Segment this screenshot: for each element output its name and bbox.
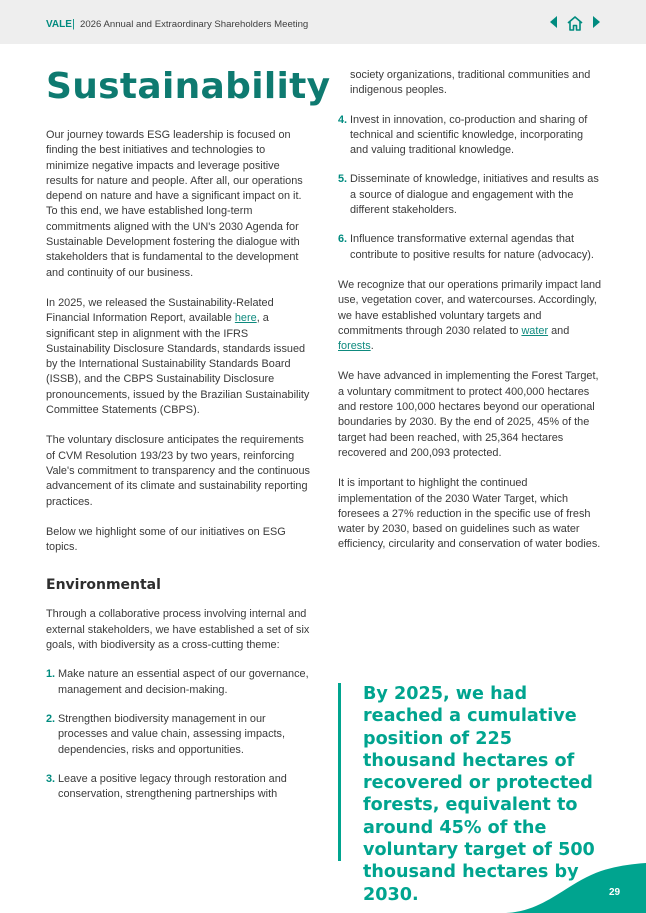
goal-item [46,712,310,758]
pull-quote-text: By 2025, we had reached a cumulative position of 225 thousand hectares of recovered or protected forests, equivalent to around 45% of the voluntary target of 500 thousand hectares by 2030. [363,684,595,905]
header-bar [0,0,646,44]
intro-paragraph-4: Below we highlight some of our initiatives on ESG topics. [46,525,286,554]
section-heading-environmental: Environmental [46,577,161,594]
brand-name: VALE [46,19,72,30]
footer-wave-decoration [506,863,646,913]
next-arrow-icon [592,15,602,29]
goal-item [338,113,604,159]
intro-p2-text-a: In 2025, we released the Sustainability-Related Financial Information Report, available [46,296,274,325]
water-target-paragraph: It is important to highlight the continued implementation of the 2030 Water Target, which foresees a 27% reduction in the specific use of fresh water by 2030, based on guidelines such as water efficiency, circularity and conservation of water bodies. [338,477,601,551]
previous-page-button[interactable] [546,14,560,30]
goal-item-continued [338,68,604,99]
page-number: 29 [609,887,621,898]
document-title: 2026 Annual and Extraordinary Shareholders Meeting [80,19,309,30]
goal-number: 5. [338,173,348,186]
goal-text: Make nature an essential aspect of our governance, management and decision-making. [58,668,309,696]
home-icon [566,15,584,32]
goal-number: 1. [46,668,56,681]
prev-arrow-icon [548,15,558,29]
land-use-text-a: We recognize that our operations primarily impact land use, vegetation cover, and watercourses. Accordingly, we have established voluntary targets and commitments through 2030 related to [338,278,602,337]
goal-text: Strengthen biodiversity management in our processes and value chain, assessing impacts, dependencies, risks and opportunities. [58,712,286,756]
home-button[interactable] [564,14,586,32]
land-use-text-c: . [370,340,374,353]
report-link[interactable]: here [234,312,257,325]
pull-quote [338,683,608,905]
forests-link[interactable]: forests [338,340,371,353]
goal-text: society organizations, traditional communities and indigenous peoples. [350,69,591,97]
right-column [338,68,604,553]
goal-text: Disseminate of knowledge, initiatives and results as a source of dialogue and engagement with the different stakeholders. [350,173,599,217]
intro-paragraph-2 [46,296,310,418]
land-use-paragraph [338,278,604,354]
goal-text: Invest in innovation, co-production and sharing of technical and scientific knowledge, incorporating and valuing traditional knowledge. [350,113,588,157]
goal-number: 3. [46,772,56,785]
goal-text: Influence transformative external agendas that contribute to positive results for nature (advocacy). [350,233,594,261]
left-column [46,64,331,802]
forest-target-paragraph: We have advanced in implementing the Forest Target, a voluntary commitment to protect 400,000 hectares and restore 100,000 hectares beyond our operational boundaries by 2030. By the end of 2025, 45% of the target had been reached, with 25,364 hectares recovered and 200,093 protected. [338,370,599,459]
goal-text: Leave a positive legacy through restoration and conservation, strengthening partnerships with [58,772,287,801]
intro-p2-text-b: , a significant step in alignment with the IFRS Sustainability Disclosure Standards, standards issued by the International Sustainability Standards Board (ISSB), and the CBPS Sustainability Disclosure pronouncements, issued by the Brazilian Sustainability Committee Statements (CBPS). [46,312,310,417]
page-title: Sustainability [46,66,331,107]
intro-paragraph-1: Our journey towards ESG leadership is focused on finding the best initiatives and technologies to minimize negative impacts and leverage positive results for nature and people. After all, our operations depend on nature and have a significant impact on it. To this end, we have established long-term commitments aligned with the UN's 2030 Agenda for Sustainable Development fostering the dialogue with stakeholders that is fundamental to the development and continuity of our business. [46,129,303,279]
goal-item [46,667,310,698]
intro-paragraph-3: The voluntary disclosure anticipates the requirements of CVM Resolution 193/23 by two years, reinforcing Vale's commitment to transparency and the continuous advancement of its climate and sustainability reporting practices. [46,434,310,508]
goal-number: 6. [338,233,348,246]
next-page-button[interactable] [590,14,604,30]
goal-item [338,172,604,218]
header-separator: | [72,18,75,30]
goal-number: 4. [338,113,348,126]
land-use-text-b: and [548,324,570,337]
goal-number: 2. [46,712,56,725]
goal-item [338,232,604,263]
goal-item [46,772,310,803]
water-link[interactable]: water [521,324,549,337]
environmental-intro: Through a collaborative process involving internal and external stakeholders, we have established a set of six goals, with biodiversity as a cross-cutting theme: [46,608,310,652]
